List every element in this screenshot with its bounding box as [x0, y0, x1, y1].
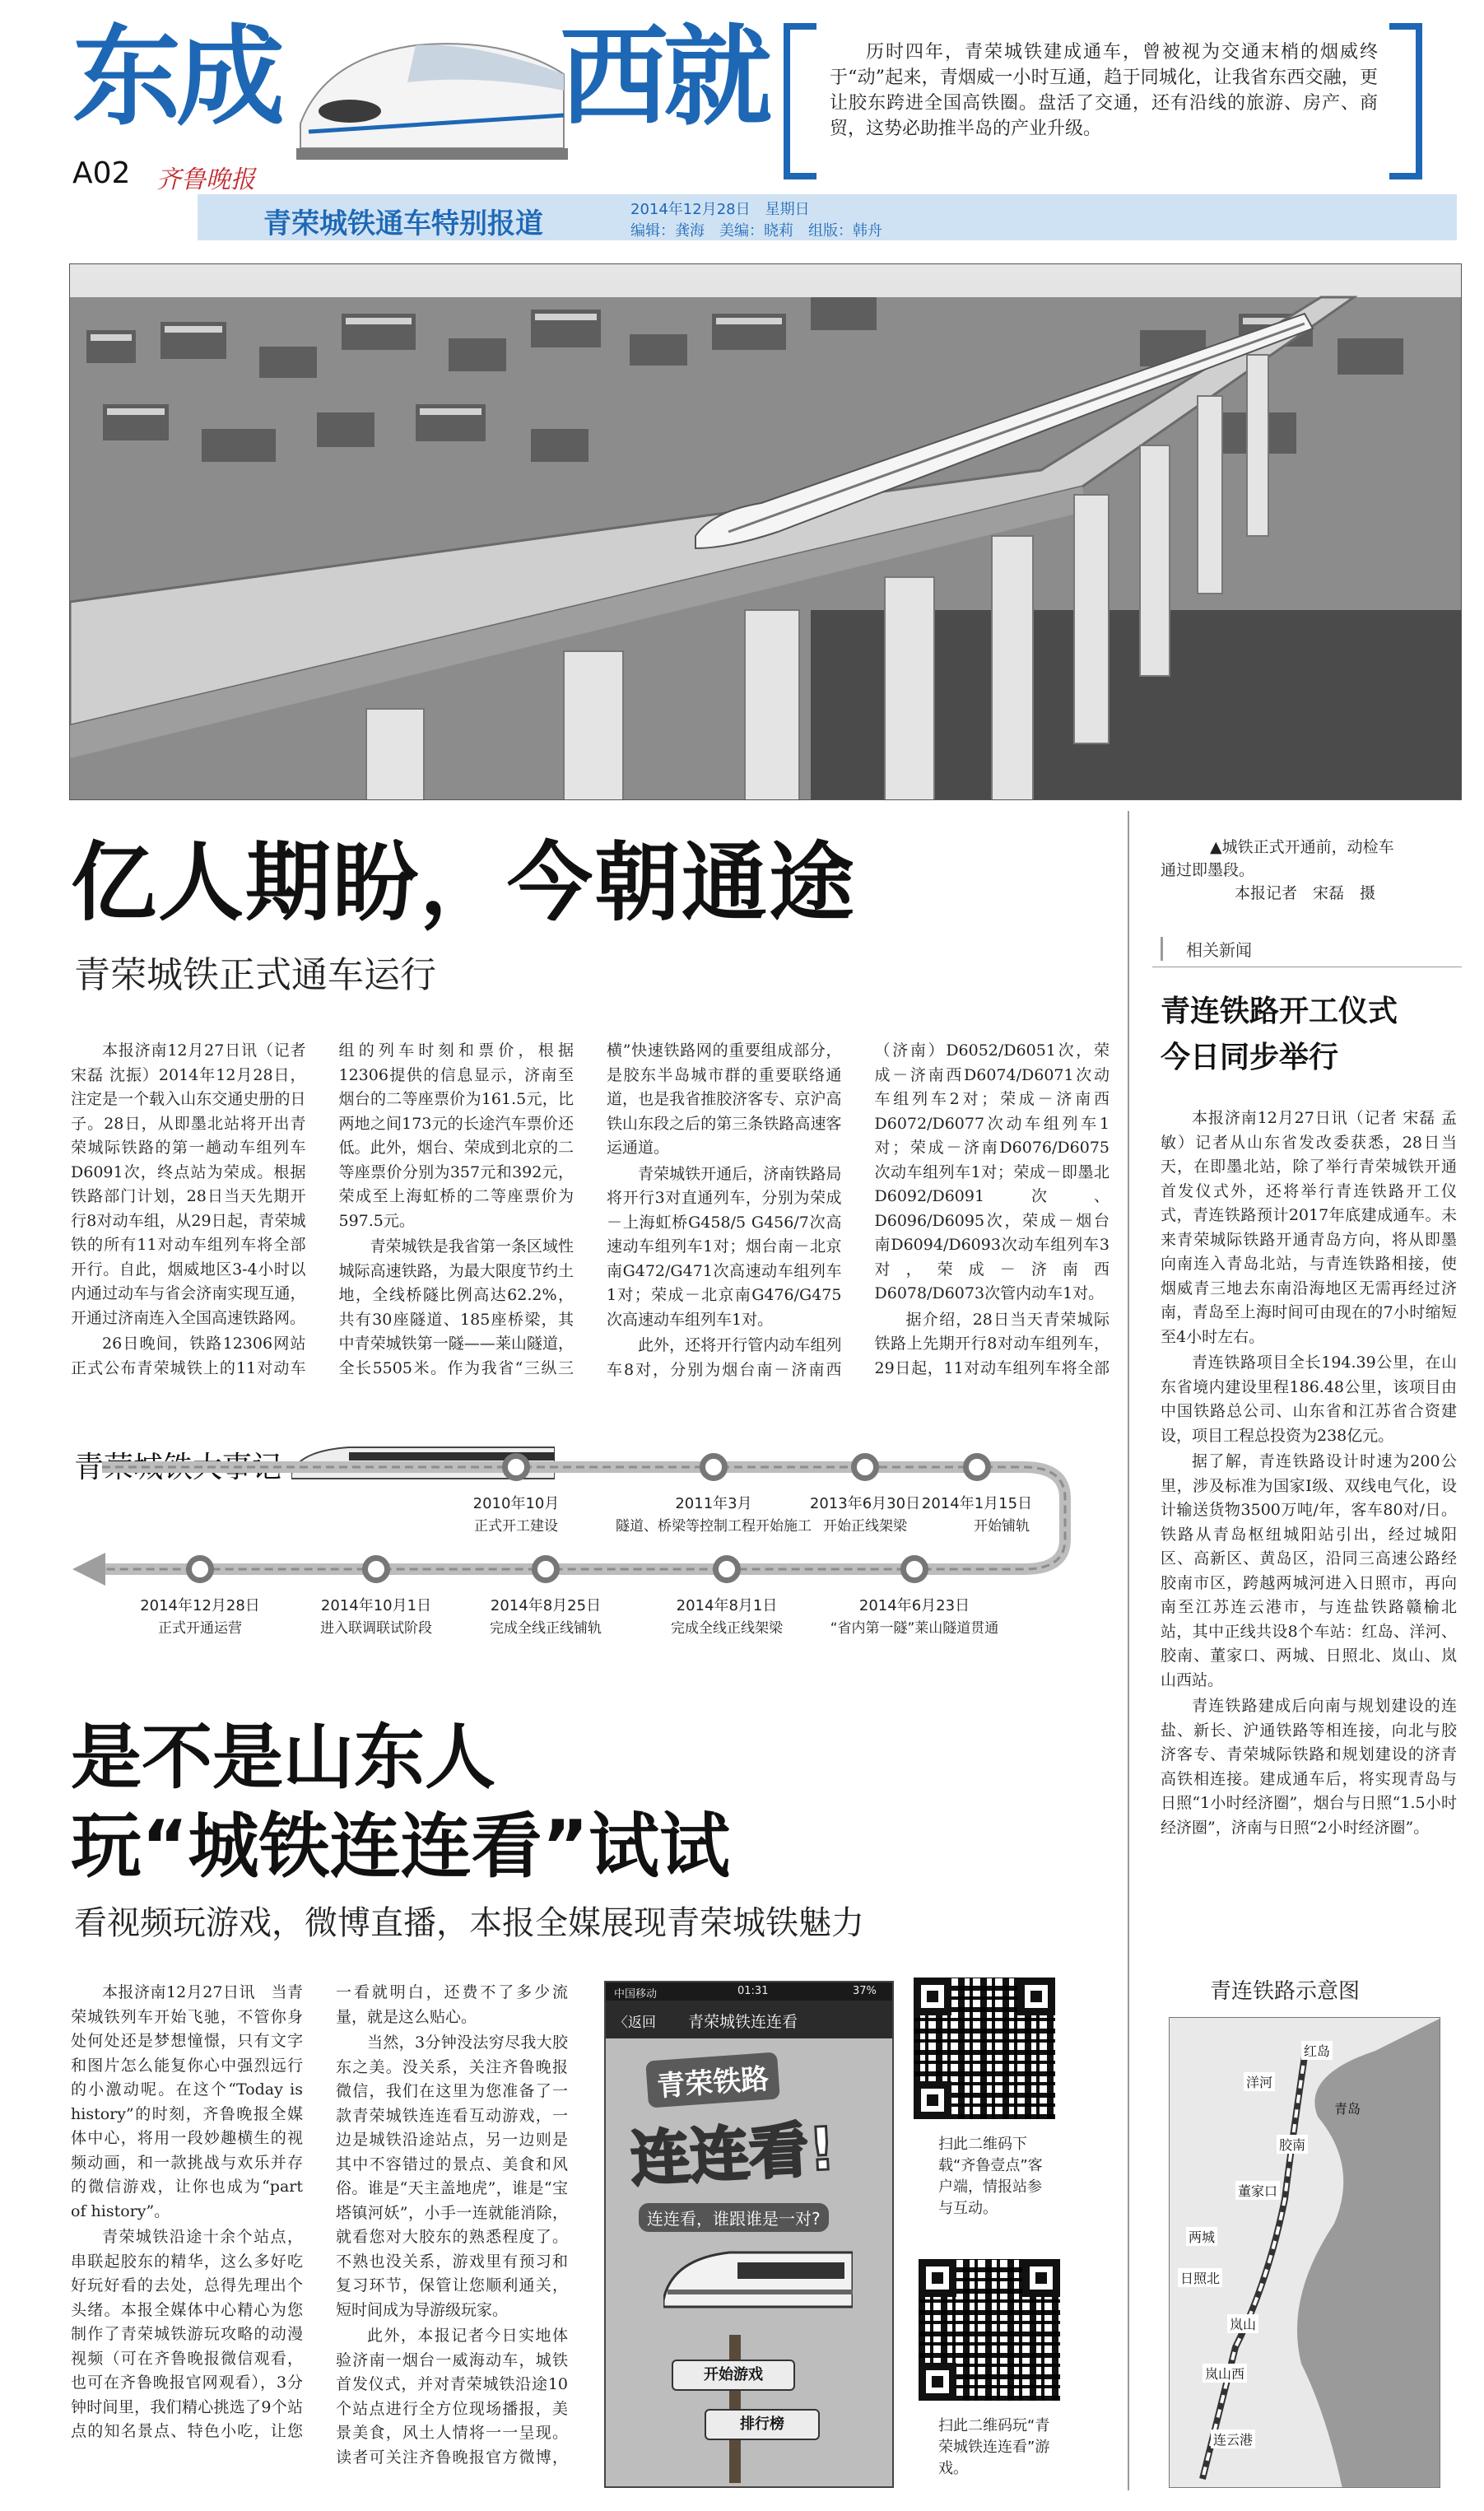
game-title: 连连看!: [629, 2113, 838, 2194]
section-title: 青荣城铁通车特别报道: [263, 207, 543, 240]
phone-nav-title: 青荣城铁连连看: [688, 2013, 798, 2031]
column-divider: [1128, 811, 1129, 2490]
photo-caption-line: 通过即墨段。: [1161, 861, 1255, 879]
timeline-event: 隧道、桥梁等控制工程开始施工: [616, 1518, 812, 1535]
article1-headline: 亿人期盼，今朝通途: [71, 832, 857, 933]
qr-caption-game: 扫此二维码玩“青荣城铁连连看”游戏。: [938, 2417, 1050, 2477]
timeline-event: 完成全线正线架梁: [671, 1620, 783, 1637]
article1-paragraph: 青荣城铁开通后，济南铁路局将开行3对直通列车，分别为荣成－上海虹桥G458/5 G456/7次高速动车组列车1对；烟台南－北京南G472/G471次高速动车组列车1对；荣成－北京南G476/G475次高速动车组列车1对。: [607, 1164, 842, 1329]
article1-paragraph: 此外，还将开行管内动车组列车8对，分别为烟台南－济南西（济南）D6052/D6051次，荣成－济南西D6074/D6071次动车组列车2对；荣成－济南西D6072/D6077次动车组列车1对；荣成－济南D6076/D6075次动车组列车1对；荣成－即墨北D6092/D6091次、D6096/D6095次，荣成－烟台南D6094/D6093次动车组列车3对，荣成－济南西D6078/D6073次管内动车1对。: [607, 1041, 1110, 1379]
sidebar-paragraph: 青连铁路建成后向南与规划建设的连盐、新长、沪通铁路等相连接，向北与胶济客专、青荣城际铁路和规划建设的济青高铁相连接。建成通车后，将实现青岛与日照“1小时经济圈”，烟台与日照“1.5小时经济圈”，济南与日照“2小时经济圈”。: [1161, 1697, 1457, 1837]
map-illustration: [1170, 2018, 1440, 2488]
timeline-dot: [362, 1555, 390, 1583]
game-tagline: 连连看，谁跟谁是一对?: [639, 2203, 829, 2232]
photo-caption-line: ▲城铁正式开通前，动检车: [1210, 838, 1394, 856]
related-news-label: 相关新闻: [1161, 937, 1252, 961]
article2-paragraph: 青荣城铁沿途十余个站点，串联起胶东的精华，这么多好吃好玩好看的去处，总得先理出个头绪。本报全媒体中心精心为您制作了青荣城铁游玩攻略的动漫视频（可在齐鲁晚报微信观看，也可在齐鲁晚报官网观看），3分钟时间里，我们精心挑选了9个站点的知名景点、特色小吃，让您一看就明白，还费不了多少流量，就是这么贴心。: [71, 1983, 568, 2440]
leaderboard-button[interactable]: 排行榜: [705, 2409, 820, 2440]
timeline-dot: [502, 1453, 530, 1481]
map-station-label: 日照北: [1178, 2268, 1222, 2287]
timeline-dot: [963, 1453, 991, 1481]
sidebar-paragraph: 据了解，青连铁路设计时速为200公里，涉及标准为国家I级、双线电气化，设计输送货物3500万吨/年，客车80对/日。铁路从青岛枢纽城阳站引出，经过城阳区、高新区、黄岛区，沿同三高速公路经胶南市区，跨越两城河进入日照市，再向南至江苏连云港市，与连盐铁路赣榆北站，其中正线共设8个车站：红岛、洋河、胶南、董家口、两城、日照北、岚山、岚山西站。: [1161, 1452, 1457, 1689]
game-brand: 青荣铁路: [645, 2052, 780, 2108]
phone-status-bar: [606, 1982, 894, 2001]
article1-paragraph: 26日晚间，铁路12306网站正式公布青荣城铁上的11对动车组的列车时刻和票价，根据12306提供的信息显示，济南至烟台的二等座票价为161.5元，比两地之间173元的长途汽车票价还低。此外，烟台、荣成到北京的二等座票价分别为357元和392元，荣成至上海虹桥的二等座票价为597.5元。: [71, 1041, 574, 1377]
article2-subhead: 看视频玩游戏，微博直播，本报全媒展现青荣城铁魅力: [74, 1904, 864, 1942]
article2-headline-line2: 玩“城铁连连看”试试: [71, 1805, 731, 1888]
timeline-date: 2013年6月30日: [809, 1495, 921, 1512]
phone-nav-bar: [606, 2001, 894, 2038]
timeline: [69, 1433, 1114, 1671]
editors-line: 编辑：龚海 美编：晓莉 组版：韩舟: [630, 222, 882, 240]
map-station-label: 连云港: [1211, 2429, 1255, 2448]
qr-caption-app: 扫此二维码下载“齐鲁壹点”客户端，情报站参与互动。: [938, 2136, 1043, 2217]
timeline-title: 青荣城铁大事记: [74, 1451, 282, 1484]
status-carrier: 中国移动: [614, 1988, 658, 2001]
article1-paragraph: 青荣城铁是我省第一条区域性城际高速铁路，为最大限度节约土地，全线桥隧比例高达62.2%，共有30座隧道、185座桥梁，其中青荣城铁第一隧——莱山隧道，全长5505米。作为我省“三纵三横”快速铁路网的重要组成部分，是胶东半岛城市群的重要联络通道，也是我省推胶济客专、京沪高铁山东段之后的第三条铁路高速客运通道。: [338, 1041, 842, 1377]
timeline-event: “省内第一隧”莱山隧道贯通: [830, 1620, 999, 1637]
article1-paragraph: 本报济南12月27日讯（记者 宋磊 沈振）2014年12月28日，注定是一个载入山东交通史册的日子。28日，从即墨北站将开出青荣城际铁路的第一趟动车组列车D6091次，终点站为荣成。根据铁路部门计划，28日当天先期开行8对动车组，从29日起，青荣城铁的所有11对动车组列车将全部开行。自此，烟威地区3-4小时以内通过动车与省会济南实现互通，开通过济南连入全国高速铁路网。: [71, 1041, 306, 1327]
issue-date: 2014年12月28日 星期日: [630, 201, 810, 218]
timeline-event: 开始正线架梁: [823, 1518, 907, 1535]
intro-bracket-right: [1389, 23, 1422, 179]
timeline-date: 2014年8月25日: [490, 1597, 602, 1614]
bullet-train-icon: [292, 25, 572, 165]
cartoon-train-icon: [663, 2243, 853, 2317]
article1-paragraph: 据介绍，28日当天青荣城际铁路上先期开行8对动车组列车，29日起，11对动车组列车将全部: [874, 1310, 1110, 1377]
railway-map: [1169, 2017, 1440, 2488]
article2-paragraph: 本报济南12月27日讯 当青荣城铁列车开始飞驰，不管你身处何处还是梦想憧憬，只有文字和图片怎么能复你心中强烈远行的小激动呢。在这个“Today is history”的时刻，齐鲁晚报全媒体中心，将用一段妙趣横生的视频动画，和一款挑战与欢乐并存的微信游戏，让你也成为“part of history”。: [71, 1983, 303, 2220]
map-station-label: 青岛: [1334, 2101, 1361, 2117]
masthead-title-left: 东成: [72, 14, 280, 141]
paper-name: 齐鲁晚报: [156, 165, 255, 194]
timeline-dot: [851, 1453, 879, 1481]
map-station-label: 董家口: [1235, 2181, 1280, 2200]
game-splash: [606, 2038, 894, 2488]
timeline-date: 2014年8月1日: [676, 1597, 778, 1614]
qr-code-game[interactable]: [919, 2259, 1060, 2401]
sidebar-headline-line1: 青连铁路开工仪式: [1161, 995, 1398, 1028]
map-station-label: 红岛: [1301, 2041, 1333, 2060]
timeline-dot: [186, 1555, 214, 1583]
timeline-event: 正式开工建设: [474, 1518, 558, 1535]
article1-subhead: 青荣城铁正式通车运行: [74, 954, 436, 996]
intro-text: 历时四年，青荣城铁建成通车，曾被视为交通末梢的烟威终于“动”起来，青烟威一小时互通，趋于同城化，让我省东西交融，更让胶东跨进全国高铁圈。盘活了交通，还有沿线的旅游、房产、商贸，这势必助推半岛的产业升级。: [830, 42, 1378, 139]
timeline-date: 2014年12月28日: [140, 1597, 260, 1614]
timeline-dot: [700, 1453, 728, 1481]
hero-photo: [69, 263, 1462, 800]
sidebar-headline-line2: 今日同步举行: [1161, 1041, 1339, 1074]
timeline-date: 2010年10月: [472, 1495, 560, 1512]
intro-bracket-left: [784, 23, 816, 179]
timeline-event: 正式开通运营: [158, 1620, 242, 1637]
timeline-dot: [900, 1555, 928, 1583]
photo-caption: [1161, 836, 1457, 905]
timeline-dot: [713, 1555, 741, 1583]
timeline-date: 2014年6月23日: [858, 1597, 970, 1614]
status-time: 01:31: [737, 1985, 769, 1997]
sidebar-paragraph: 本报济南12月27日讯（记者 宋磊 孟敏）记者从山东省发改委获悉，28日当天，在即墨北站，除了举行青荣城铁开通首发仪式外，还将举行青连铁路开工仪式，青连铁路预计2017年底建成通车。未来青荣城际铁路开通青岛方向，将从即墨向南连入青岛北站，与青连铁路相接，使烟威青三地去东南沿海地区无需再经过济南，青岛至上海时间可由现在的7小时缩短至4小时左右。: [1161, 1109, 1457, 1346]
map-station-label: 两城: [1186, 2227, 1217, 2246]
page-number: A02: [72, 156, 131, 190]
timeline-dot: [532, 1555, 560, 1583]
article1-body: [71, 1039, 1110, 1401]
viaduct-photo-illustration: [70, 264, 1462, 800]
article2-headline-line1: 是不是山东人: [71, 1717, 495, 1799]
article2-body: [71, 1981, 568, 2491]
phone-screenshot: [604, 1981, 894, 2488]
status-battery: 37%: [853, 1985, 877, 1997]
sidebar-body: [1161, 1106, 1457, 1930]
timeline-date: 2014年1月15日: [921, 1495, 1033, 1512]
masthead: [0, 0, 1484, 247]
article2-paragraph: 当然，3分钟没法穷尽我大胶东之美。没关系，关注齐鲁晚报微信，我们在这里为您准备了一款青荣城铁连连看互动游戏，一边是城铁沿途站点，另一边则是其中不容错过的景点、美食和风俗。谁是“天主盖地虎”，谁是“宝塔镇河妖”，小手一连就能消除，就看您对大胶东的熟悉程度了。不熟也没关系，游戏里有预习和复习环节，保管让您顺利通关，短时间成为导游级玩家。: [336, 2033, 568, 2319]
masthead-title-right: 西就: [560, 14, 767, 141]
article2-paragraph: 此外，本报记者今日实地体验济南一烟台一威海动车，城铁首发仪式，并对青荣城铁沿途10个站点进行全方位现场播报，美景美食，风土人情将一一呈现。读者可关注齐鲁晚报官方微博，: [336, 2327, 568, 2467]
photo-credit: 本报记者 宋磊 摄: [1235, 884, 1376, 902]
sidebar-paragraph: 青连铁路项目全长194.39公里，在山东省境内建设里程186.48公里，该项目由中国铁路总公司、山东省和江苏省合资建设，项目工程总投资为238亿元。: [1161, 1353, 1457, 1445]
map-title: 青连铁路示意图: [1210, 1979, 1361, 2004]
map-station-label: 洋河: [1244, 2072, 1275, 2091]
timeline-date: 2011年3月: [675, 1495, 752, 1512]
qr-code-app[interactable]: [914, 1978, 1055, 2119]
timeline-event: 开始铺轨: [974, 1518, 1030, 1535]
timeline-event: 进入联调联试阶段: [320, 1620, 432, 1637]
start-game-button[interactable]: 开始游戏: [672, 2360, 795, 2391]
timeline-event: 完成全线正线铺轨: [490, 1620, 602, 1637]
back-button[interactable]: 〈返回: [614, 2015, 656, 2031]
map-station-label: 胶南: [1277, 2135, 1308, 2154]
map-station-label: 岚山西: [1203, 2364, 1247, 2383]
map-station-label: 岚山: [1227, 2314, 1258, 2333]
timeline-date: 2014年10月1日: [320, 1597, 432, 1614]
